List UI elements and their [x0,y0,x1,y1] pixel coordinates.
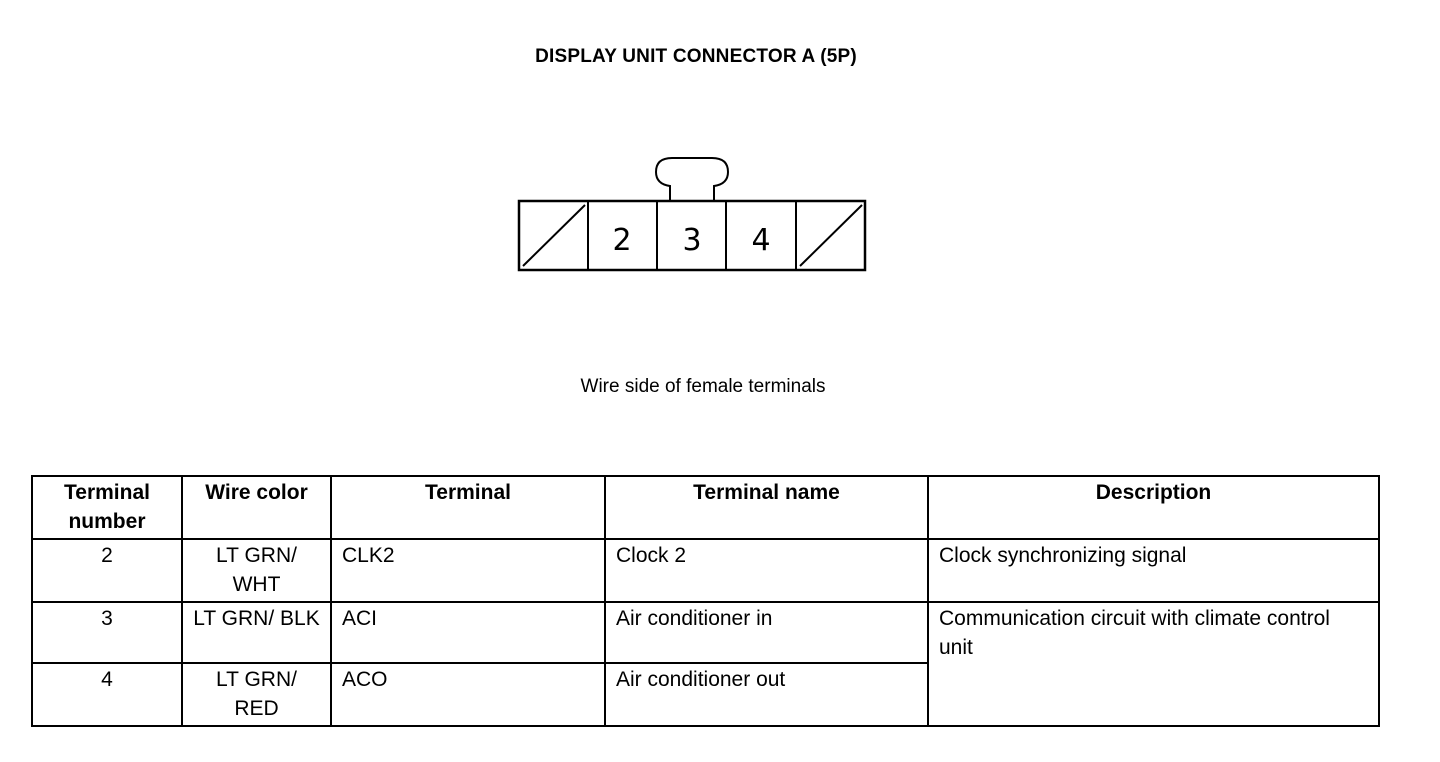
cell-description: Clock synchronizing signal [928,539,1379,602]
blank-cavity-slash [800,205,862,266]
cell-terminal-name: Air conditioner out [605,663,928,726]
header-terminal: Terminal [331,476,605,539]
header-terminal-name: Terminal name [605,476,928,539]
header-description: Description [928,476,1379,539]
blank-cavity-slash [523,205,585,266]
cell-description: Communication circuit with climate control unit [928,602,1379,726]
header-terminal-number: Terminal number [32,476,182,539]
terminal-table [31,475,1380,727]
table-row [32,602,1379,663]
table-header-row [32,476,1379,539]
cell-terminal: ACI [331,602,605,663]
table-row [32,539,1379,602]
connector-diagram [0,0,1440,300]
cell-wire-color: LT GRN/ WHT [182,539,331,602]
connector-lock-tab [656,158,728,201]
cell-terminal-number: 4 [32,663,182,726]
header-wire-color: Wire color [182,476,331,539]
diagram-caption: Wire side of female terminals [580,376,826,397]
cell-terminal-name: Air conditioner in [605,602,928,663]
terminal-label-3: 3 [682,223,702,258]
cell-wire-color: LT GRN/ RED [182,663,331,726]
cell-terminal-number: 3 [32,602,182,663]
cell-terminal: CLK2 [331,539,605,602]
diagram-title: DISPLAY UNIT CONNECTOR A (5P) [535,46,857,67]
terminal-label-4: 4 [751,223,771,258]
cell-terminal-number: 2 [32,539,182,602]
cell-wire-color: LT GRN/ BLK [182,602,331,663]
terminal-label-2: 2 [612,223,632,258]
cell-terminal-name: Clock 2 [605,539,928,602]
cell-terminal: ACO [331,663,605,726]
